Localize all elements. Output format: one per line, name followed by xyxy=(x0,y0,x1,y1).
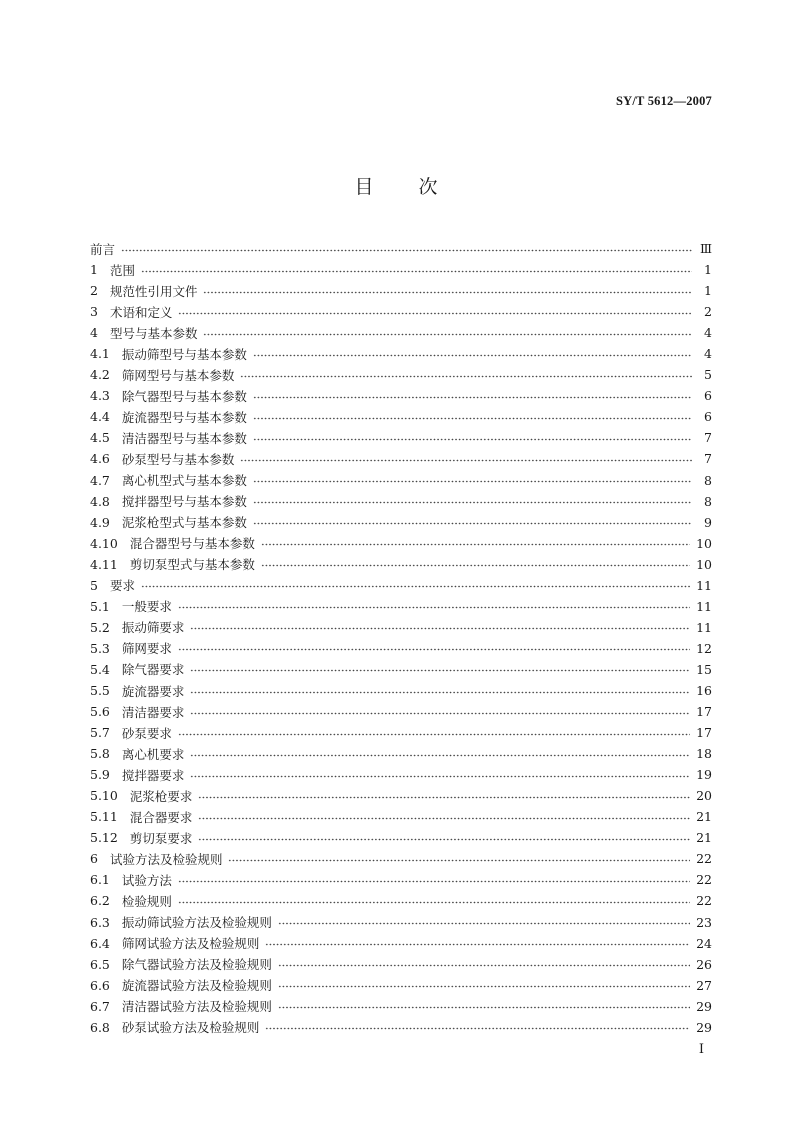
toc-entry xyxy=(90,322,712,343)
toc-entry xyxy=(90,975,712,996)
toc-dot-leader xyxy=(203,291,692,294)
toc-dot-leader xyxy=(265,1027,690,1030)
toc-entry-title: 范围 xyxy=(109,262,135,278)
toc-entry xyxy=(90,638,712,659)
toc-entry-page: 10 xyxy=(696,556,712,572)
toc-entry-page: 1 xyxy=(704,283,712,299)
toc-entry-number: 6.1 xyxy=(90,872,110,888)
toc-entry-page: 12 xyxy=(696,640,712,656)
toc-entry-page: 26 xyxy=(696,956,712,972)
toc-entry-page: Ⅲ xyxy=(699,241,712,257)
toc-entry-title: 剪切泵要求 xyxy=(129,830,193,846)
toc-entry-page: 17 xyxy=(696,704,712,720)
toc-entry xyxy=(90,743,712,764)
toc-entry-title: 离心机要求 xyxy=(121,746,185,762)
toc-entry-title: 除气器型号与基本参数 xyxy=(121,388,247,404)
toc-entry-title: 砂泵型号与基本参数 xyxy=(121,451,235,467)
toc-entry-number: 5.12 xyxy=(90,830,118,846)
toc-entry-title: 清洁器要求 xyxy=(121,704,185,720)
toc-entry-page: 10 xyxy=(696,535,712,551)
toc-entry-number: 4.4 xyxy=(90,409,110,425)
toc-entry-number: 4.11 xyxy=(90,556,118,572)
toc-entry-title: 泥浆枪要求 xyxy=(129,788,193,804)
toc-entry-number: 6.7 xyxy=(90,998,110,1014)
toc-entry xyxy=(90,301,712,322)
toc-entry-number: 5.8 xyxy=(90,746,110,762)
toc-entry xyxy=(90,533,712,554)
toc-entry-number: 4.10 xyxy=(90,535,118,551)
toc-entry-number: 5.10 xyxy=(90,788,118,804)
toc-dot-leader xyxy=(253,501,692,504)
toc-entry-title: 除气器试验方法及检验规则 xyxy=(121,957,272,973)
toc-entry-number: 6.4 xyxy=(90,935,110,951)
toc-entry xyxy=(90,764,712,785)
toc-entry-page: 20 xyxy=(696,788,712,804)
toc-entry-page: 7 xyxy=(704,451,712,467)
toc-entry-page: 11 xyxy=(696,577,712,593)
toc-entry-number: 4.9 xyxy=(90,514,110,530)
toc-entry-number: 4.5 xyxy=(90,430,110,446)
toc-dot-leader xyxy=(141,270,692,273)
toc-entry-page: 8 xyxy=(704,493,712,509)
toc-entry xyxy=(90,659,712,680)
toc-entry-page: 22 xyxy=(696,872,712,888)
toc-entry-title: 混合器型号与基本参数 xyxy=(129,536,255,552)
toc-entry-number: 5 xyxy=(90,577,98,593)
toc-entry-title: 砂泵试验方法及检验规则 xyxy=(121,1020,260,1036)
toc-dot-leader xyxy=(253,354,692,357)
toc-dot-leader xyxy=(253,480,692,483)
toc-entry xyxy=(90,848,712,869)
toc-dot-leader xyxy=(178,880,690,883)
toc-entry-page: 6 xyxy=(704,409,712,425)
toc-entry-number: 4.1 xyxy=(90,346,110,362)
toc-dot-leader xyxy=(278,964,690,967)
toc-entry-title: 砂泵要求 xyxy=(121,725,172,741)
toc-entry-page: 1 xyxy=(704,262,712,278)
toc-dot-leader xyxy=(253,417,692,420)
toc-dot-leader xyxy=(190,775,690,778)
toc-dot-leader xyxy=(278,922,690,925)
toc-entry xyxy=(90,827,712,848)
toc-entry-number: 5.1 xyxy=(90,598,110,614)
toc-entry xyxy=(90,722,712,743)
toc-entry-title: 检验规则 xyxy=(121,893,172,909)
toc-entry-number: 6.5 xyxy=(90,956,110,972)
toc-entry-title: 搅拌器型号与基本参数 xyxy=(121,494,247,510)
toc-entry xyxy=(90,406,712,427)
toc-dot-leader xyxy=(203,333,692,336)
toc-entry-page: 18 xyxy=(696,746,712,762)
toc-entry xyxy=(90,890,712,911)
toc-entry-number: 5.3 xyxy=(90,640,110,656)
toc-dot-leader xyxy=(178,312,692,315)
toc-entry-page: 27 xyxy=(696,977,712,993)
toc-entry xyxy=(90,954,712,975)
toc-entry xyxy=(90,701,712,722)
toc-dot-leader xyxy=(190,691,690,694)
toc-entry-title: 旋流器要求 xyxy=(121,683,185,699)
toc-entry-title: 型号与基本参数 xyxy=(109,325,198,341)
toc-entry xyxy=(90,912,712,933)
toc-entry-page: 11 xyxy=(696,598,712,614)
toc-entry-page: 15 xyxy=(696,661,712,677)
toc-entry-number: 5.11 xyxy=(90,809,118,825)
toc-entry-title: 清洁器型号与基本参数 xyxy=(121,430,247,446)
toc-dot-leader xyxy=(265,943,690,946)
toc-entry-title: 除气器要求 xyxy=(121,662,185,678)
toc-dot-leader xyxy=(190,669,690,672)
toc-entry-page: 24 xyxy=(696,935,712,951)
toc-entry-title: 试验方法及检验规则 xyxy=(109,851,223,867)
toc-entry-title: 振动筛型号与基本参数 xyxy=(121,346,247,362)
toc-dot-leader xyxy=(198,817,690,820)
toc-entry-page: 17 xyxy=(696,725,712,741)
toc-entry-number: 6.6 xyxy=(90,977,110,993)
toc-entry-number: 4.7 xyxy=(90,472,110,488)
toc-entry xyxy=(90,575,712,596)
toc-entry-title: 剪切泵型式与基本参数 xyxy=(129,557,255,573)
toc-entry-title: 振动筛试验方法及检验规则 xyxy=(121,915,272,931)
toc-dot-leader xyxy=(261,564,690,567)
toc-entry-title: 清洁器试验方法及检验规则 xyxy=(121,999,272,1015)
toc-entry-title: 前言 xyxy=(90,241,116,257)
toc-entry-title: 筛网要求 xyxy=(121,641,172,657)
toc-dot-leader xyxy=(278,985,690,988)
toc-entry xyxy=(90,680,712,701)
toc-entry xyxy=(90,238,712,259)
toc-dot-leader xyxy=(141,585,690,588)
toc-entry-page: 9 xyxy=(704,514,712,530)
toc-entry-title: 振动筛要求 xyxy=(121,620,185,636)
toc-entry-number: 5.2 xyxy=(90,619,110,635)
toc-entry xyxy=(90,385,712,406)
toc-dot-leader xyxy=(178,648,690,651)
toc-dot-leader xyxy=(253,522,692,525)
toc-dot-leader xyxy=(178,606,690,609)
toc-dot-leader xyxy=(278,1006,690,1009)
toc-dot-leader xyxy=(178,901,690,904)
toc-entry-number: 4.8 xyxy=(90,493,110,509)
toc-entry-page: 29 xyxy=(696,1019,712,1035)
toc-entry-page: 5 xyxy=(704,367,712,383)
toc-entry xyxy=(90,259,712,280)
toc-entry-number: 4.2 xyxy=(90,367,110,383)
toc-dot-leader xyxy=(240,375,692,378)
toc-entry xyxy=(90,806,712,827)
toc-entry xyxy=(90,996,712,1017)
page-number: Ⅰ xyxy=(698,1041,704,1056)
toc-entry-number: 6.8 xyxy=(90,1019,110,1035)
toc-entry-page: 22 xyxy=(696,851,712,867)
toc-dot-leader xyxy=(198,796,690,799)
toc-entry xyxy=(90,470,712,491)
toc-entry-title: 离心机型式与基本参数 xyxy=(121,473,247,489)
toc-dot-leader xyxy=(253,396,692,399)
toc-entry xyxy=(90,364,712,385)
toc-entry-number: 6.3 xyxy=(90,914,110,930)
toc-entry-title: 泥浆枪型式与基本参数 xyxy=(121,515,247,531)
toc-entry-number: 6.2 xyxy=(90,893,110,909)
toc-entry-number: 4.3 xyxy=(90,388,110,404)
toc-entry-title: 搅拌器要求 xyxy=(121,767,185,783)
toc-entry-page: 7 xyxy=(704,430,712,446)
toc-entry xyxy=(90,491,712,512)
toc-entry-page: 16 xyxy=(696,683,712,698)
toc-entry-title: 筛网试验方法及检验规则 xyxy=(121,936,260,952)
toc-entry-number: 5.7 xyxy=(90,725,110,741)
toc-entry-page: 19 xyxy=(696,767,712,783)
toc-entry-number: 4.6 xyxy=(90,451,110,467)
toc-entry-title: 要求 xyxy=(109,578,135,594)
toc-entry-title: 筛网型号与基本参数 xyxy=(121,367,235,383)
toc-entry xyxy=(90,343,712,364)
toc-entry-number: 1 xyxy=(90,262,98,278)
toc-entry xyxy=(90,554,712,575)
toc-entry-title: 术语和定义 xyxy=(109,304,173,320)
toc-entry xyxy=(90,785,712,806)
toc-entry-number: 2 xyxy=(90,283,98,299)
toc-dot-leader xyxy=(253,438,692,441)
toc-entry-title: 一般要求 xyxy=(121,599,172,615)
toc-dot-leader xyxy=(240,459,692,462)
toc-entry-page: 22 xyxy=(696,893,712,909)
toc-entry xyxy=(90,280,712,301)
toc-entry-page: 8 xyxy=(704,472,712,488)
toc-dot-leader xyxy=(190,754,690,757)
toc-entry-page: 21 xyxy=(696,809,712,825)
toc-dot-leader xyxy=(261,543,690,546)
toc-dot-leader xyxy=(228,859,690,862)
toc-entry-page: 21 xyxy=(696,830,712,846)
toc-entry xyxy=(90,448,712,469)
toc-entry xyxy=(90,1017,712,1038)
standard-code: SY/T 5612—2007 xyxy=(616,94,712,108)
toc-entry-title: 试验方法 xyxy=(121,872,172,888)
toc-entry-title: 规范性引用文件 xyxy=(109,283,198,299)
toc-entry-number: 5.9 xyxy=(90,767,110,783)
toc-entry-page: 23 xyxy=(696,914,712,930)
toc-entry-number: 5.4 xyxy=(90,661,110,677)
toc-entry-number: 4 xyxy=(90,325,98,341)
toc-entry-number: 6 xyxy=(90,851,98,867)
toc-entry-page: 6 xyxy=(704,388,712,404)
toc-dot-leader xyxy=(198,838,690,841)
toc-entry-page: 11 xyxy=(696,619,712,635)
toc-entry-number: 3 xyxy=(90,304,98,320)
page-title: 目次 xyxy=(354,176,483,198)
toc-entry-page: 2 xyxy=(704,304,712,320)
toc-dot-leader xyxy=(190,712,690,715)
toc-entry xyxy=(90,512,712,533)
toc-entry-page: 4 xyxy=(704,346,712,362)
toc-entry xyxy=(90,617,712,638)
toc-entry xyxy=(90,869,712,890)
toc-entry-title: 旋流器型号与基本参数 xyxy=(121,409,247,425)
toc-entry-number: 5.6 xyxy=(90,704,110,720)
toc-entry xyxy=(90,596,712,617)
toc-entry-title: 旋流器试验方法及检验规则 xyxy=(121,978,272,994)
toc-dot-leader xyxy=(178,733,690,736)
toc-dot-leader xyxy=(190,627,690,630)
toc-entry-page: 29 xyxy=(696,998,712,1014)
toc-dot-leader xyxy=(121,249,692,252)
toc-entry xyxy=(90,933,712,954)
toc-entry-title: 混合器要求 xyxy=(129,809,193,825)
toc-entry xyxy=(90,427,712,448)
toc-entry-number: 5.5 xyxy=(90,683,110,698)
toc-entry-page: 4 xyxy=(704,325,712,341)
table-of-contents xyxy=(90,238,712,1038)
